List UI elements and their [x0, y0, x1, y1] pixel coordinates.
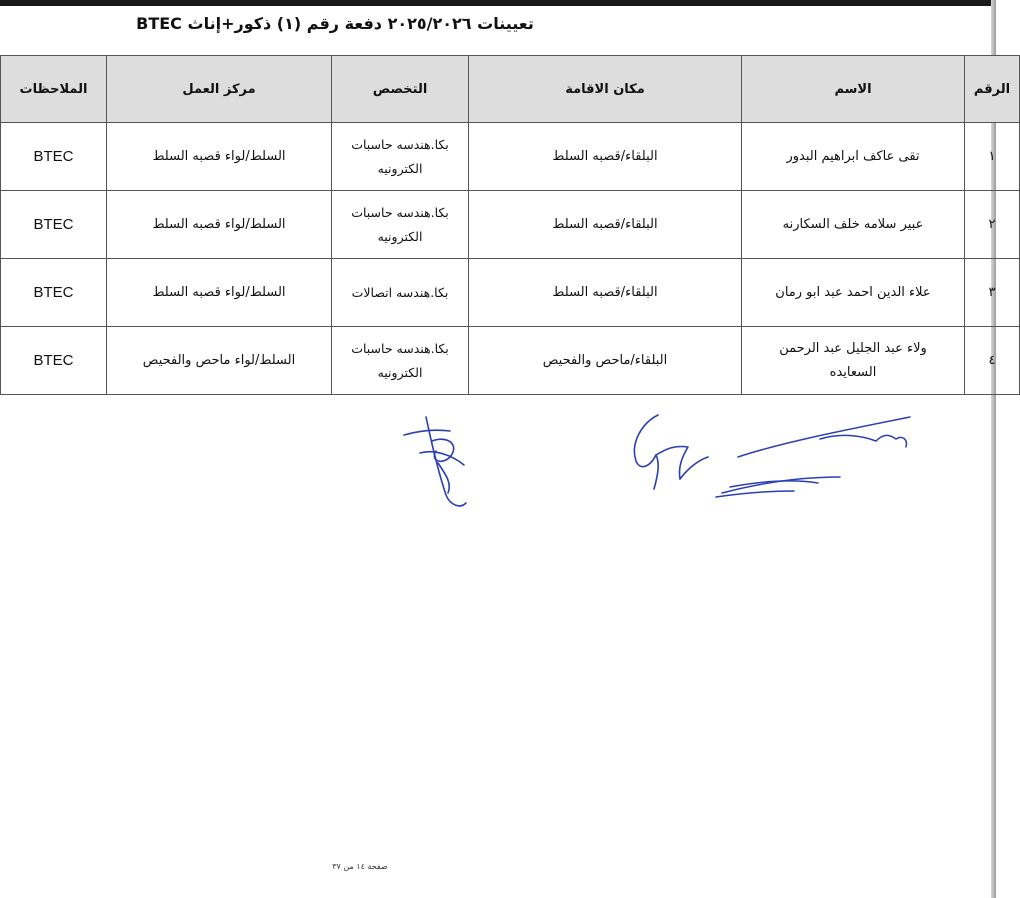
- signature-middle: [634, 415, 708, 489]
- cell-work-center: السلط/لواء قصبه السلط: [107, 259, 332, 327]
- appointments-table: [0, 55, 1020, 395]
- header-name: الاسم: [742, 56, 965, 123]
- table-row: [1, 259, 1020, 327]
- signature-right: [716, 417, 910, 497]
- cell-name: علاء الدين احمد عبد ابو رمان: [742, 259, 965, 327]
- cell-name: ولاء عبد الجليل عبد الرحمن السعايده: [742, 327, 965, 395]
- cell-specialization: بكا.هندسه حاسبات الكترونيه: [332, 191, 469, 259]
- cell-residence: البلقاء/قصبه السلط: [469, 123, 742, 191]
- cell-specialization: بكا.هندسه حاسبات الكترونيه: [332, 327, 469, 395]
- cell-work-center: السلط/لواء قصبه السلط: [107, 123, 332, 191]
- cell-notes: BTEC: [1, 191, 107, 259]
- cell-number: ١: [965, 123, 1020, 191]
- cell-notes: BTEC: [1, 327, 107, 395]
- cell-specialization: بكا.هندسه حاسبات الكترونيه: [332, 123, 469, 191]
- header-residence: مكان الاقامة: [469, 56, 742, 123]
- cell-name: عبير سلامه خلف السكارنه: [742, 191, 965, 259]
- document-title: تعيينات ٢٠٢٥/٢٠٢٦ دفعة رقم (١) ذكور+إناث BTEC: [136, 14, 534, 33]
- signature-left: [404, 417, 466, 506]
- table-header-row: [1, 56, 1020, 123]
- header-number: الرقم: [965, 56, 1020, 123]
- table-row: [1, 123, 1020, 191]
- header-notes: الملاحظات: [1, 56, 107, 123]
- header-specialization: التخصص: [332, 56, 469, 123]
- table-row: [1, 327, 1020, 395]
- cell-number: ٢: [965, 191, 1020, 259]
- cell-work-center: السلط/لواء قصبه السلط: [107, 191, 332, 259]
- cell-residence: البلقاء/ماحص والفحيص: [469, 327, 742, 395]
- cell-name: تقى عاكف ابراهيم البدور: [742, 123, 965, 191]
- cell-notes: BTEC: [1, 123, 107, 191]
- cell-number: ٣: [965, 259, 1020, 327]
- cell-number: ٤: [965, 327, 1020, 395]
- header-work-center: مركز العمل: [107, 56, 332, 123]
- page-number: صفحة ١٤ من ٣٧: [332, 862, 388, 871]
- table-row: [1, 191, 1020, 259]
- scan-top-shadow: [0, 0, 996, 6]
- cell-notes: BTEC: [1, 259, 107, 327]
- cell-residence: البلقاء/قصبه السلط: [469, 259, 742, 327]
- cell-work-center: السلط/لواء ماحص والفحيص: [107, 327, 332, 395]
- handwritten-signatures: [390, 405, 930, 515]
- cell-specialization: بكا.هندسه اتصالات: [332, 259, 469, 327]
- cell-residence: البلقاء/قصبه السلط: [469, 191, 742, 259]
